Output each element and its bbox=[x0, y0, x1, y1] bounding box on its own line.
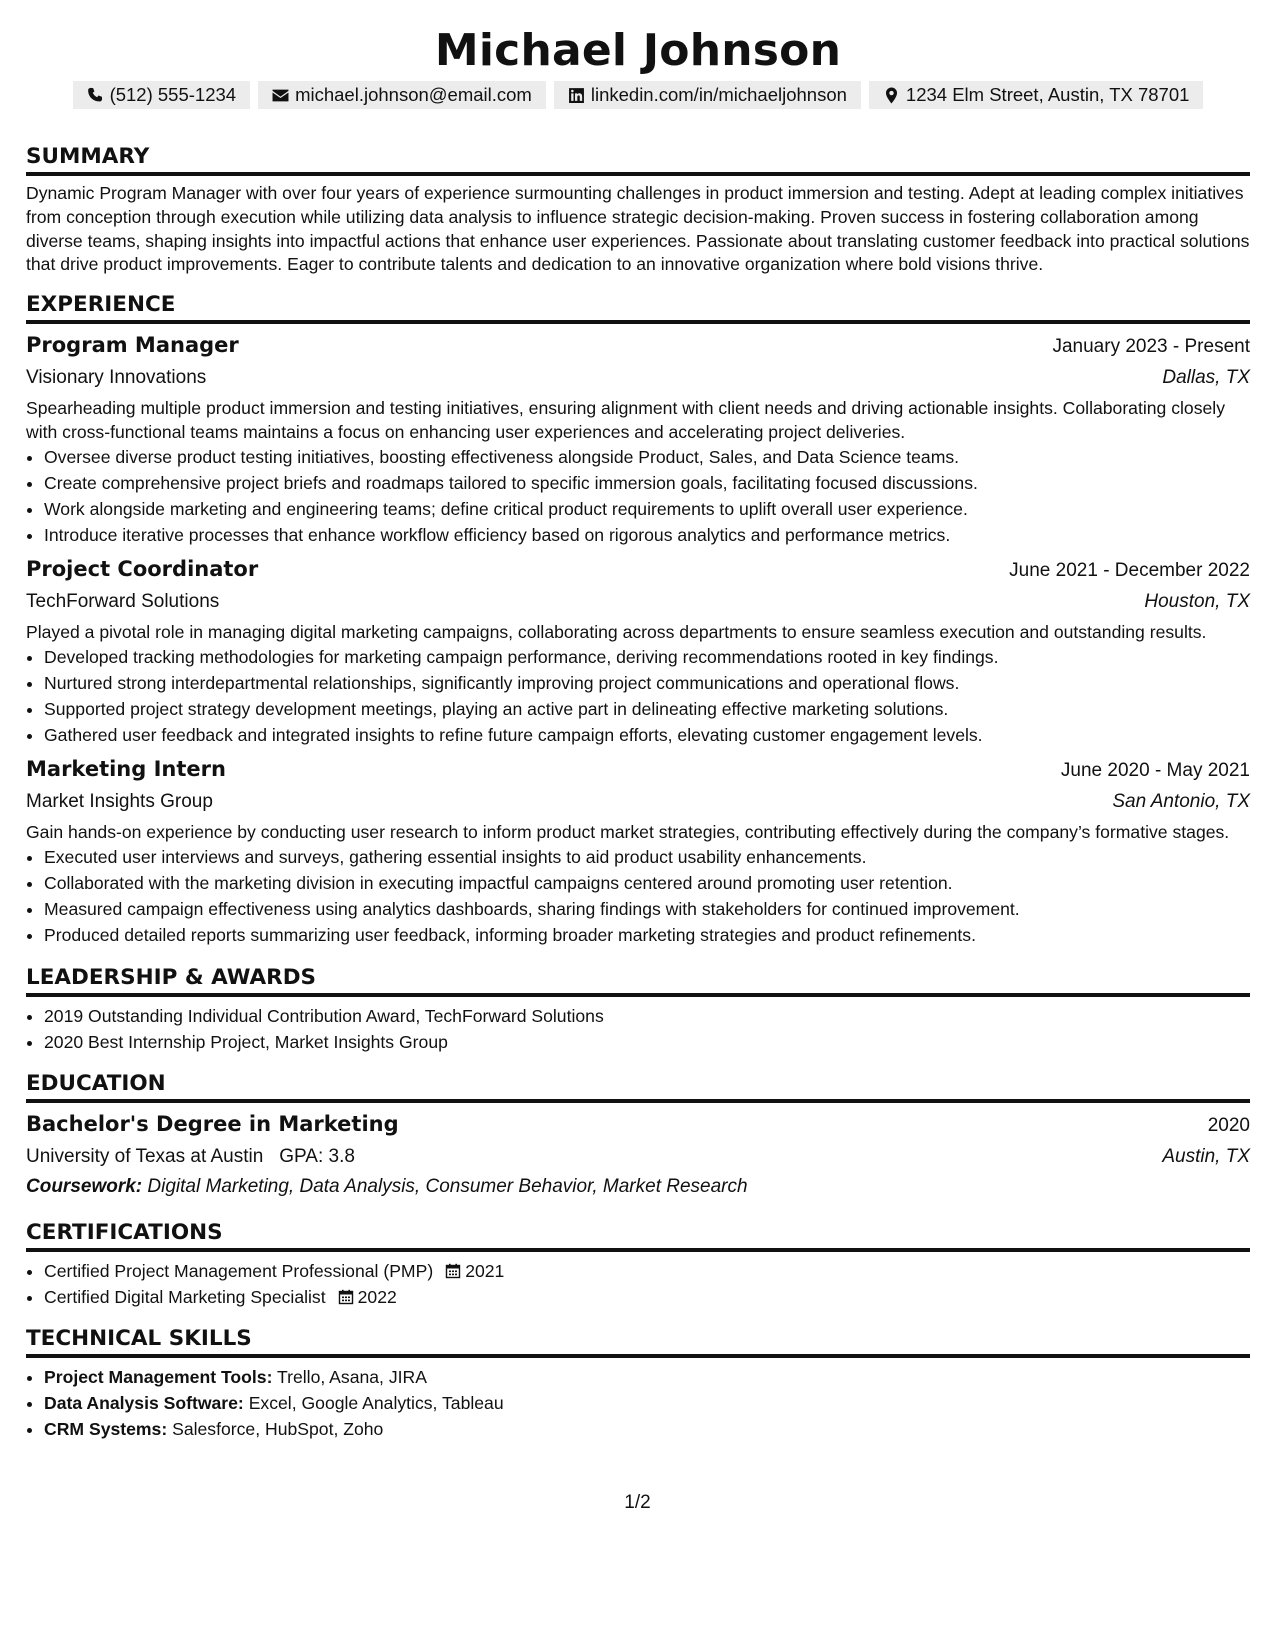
award-item: • 2019 Outstanding Individual Contribution Award, TechForward Solutions bbox=[44, 1003, 1250, 1029]
job-bullets bbox=[26, 644, 1250, 748]
page-indicator: 1/2 bbox=[624, 1492, 651, 1513]
job-bullet: • Oversee diverse product testing initiatives, boosting effectiveness alongside Product, Sales, and Data Science teams. bbox=[44, 444, 1250, 470]
education-entry bbox=[26, 1109, 1250, 1202]
experience-heading: EXPERIENCE bbox=[26, 290, 1250, 324]
job-title: Project Coordinator bbox=[26, 557, 259, 582]
certifications-heading: CERTIFICATIONS bbox=[26, 1218, 1250, 1252]
job-bullet: • Supported project strategy development meetings, playing an active part in delineating effective marketing solutions. bbox=[44, 696, 1250, 722]
skill-item bbox=[44, 1364, 1250, 1390]
contact-email bbox=[258, 81, 546, 109]
skills-heading: TECHNICAL SKILLS bbox=[26, 1324, 1250, 1358]
certification-name: Certified Project Management Professional (PMP) bbox=[44, 1261, 434, 1282]
calendar-icon bbox=[445, 1263, 461, 1279]
certifications-list bbox=[26, 1258, 1250, 1310]
school-location: Austin, TX bbox=[1162, 1146, 1250, 1168]
certification-item bbox=[44, 1284, 1250, 1310]
contact-phone bbox=[73, 81, 251, 109]
skill-value: Excel, Google Analytics, Tableau bbox=[248, 1393, 504, 1414]
coursework-line bbox=[26, 1172, 1250, 1202]
calendar-icon bbox=[338, 1289, 354, 1305]
envelope-icon bbox=[272, 87, 289, 104]
job-entry bbox=[26, 554, 1250, 748]
awards-heading: LEADERSHIP & AWARDS bbox=[26, 963, 1250, 997]
graduation-year: 2020 bbox=[1207, 1115, 1250, 1137]
gpa: GPA: 3.8 bbox=[279, 1146, 355, 1168]
certification-name: Certified Digital Marketing Specialist bbox=[44, 1287, 326, 1308]
skills-section bbox=[26, 1324, 1250, 1442]
job-bullet: • Nurtured strong interdepartmental relationships, significantly improving project communications and operational flows. bbox=[44, 670, 1250, 696]
job-dates: January 2023 - Present bbox=[1052, 336, 1250, 358]
job-bullets bbox=[26, 844, 1250, 948]
job-description: Gain hands-on experience by conducting user research to inform product market strategies, contributing effectively during the company’s formative stages. bbox=[26, 822, 1230, 843]
job-dates: June 2021 - December 2022 bbox=[1009, 560, 1250, 582]
skills-list bbox=[26, 1364, 1250, 1442]
job-bullet: • Developed tracking methodologies for marketing campaign performance, deriving recommendations rooted in key findings. bbox=[44, 644, 1250, 670]
job-bullet: • Executed user interviews and surveys, gathering essential insights to aid product usability enhancements. bbox=[44, 844, 1250, 870]
job-location: San Antonio, TX bbox=[1112, 791, 1250, 813]
job-title: Marketing Intern bbox=[26, 757, 226, 782]
awards-list bbox=[26, 1003, 1250, 1055]
job-title: Program Manager bbox=[26, 333, 239, 358]
coursework-list: Digital Marketing, Data Analysis, Consumer Behavior, Market Research bbox=[147, 1176, 748, 1198]
job-dates: June 2020 - May 2021 bbox=[1060, 760, 1250, 782]
phone-icon bbox=[87, 87, 104, 104]
job-bullet: • Gathered user feedback and integrated insights to refine future campaign efforts, elevating customer engagement levels. bbox=[44, 722, 1250, 748]
skill-label: CRM Systems: bbox=[44, 1419, 168, 1440]
contact-phone-text: (512) 555-1234 bbox=[109, 84, 237, 105]
awards-section bbox=[26, 963, 1250, 1055]
certification-item bbox=[44, 1258, 1250, 1284]
job-bullet: • Collaborated with the marketing division in executing impactful campaigns centered around promoting user retention. bbox=[44, 870, 1250, 896]
coursework-label: Coursework: bbox=[26, 1176, 143, 1198]
map-marker-icon bbox=[883, 87, 900, 104]
job-company: TechForward Solutions bbox=[26, 591, 220, 613]
education-section bbox=[26, 1069, 1250, 1202]
job-entry bbox=[26, 330, 1250, 548]
job-company: Market Insights Group bbox=[26, 791, 213, 813]
skill-value: Salesforce, HubSpot, Zoho bbox=[172, 1419, 384, 1440]
school-name: University of Texas at Austin bbox=[26, 1146, 264, 1168]
candidate-name: Michael Johnson bbox=[434, 25, 842, 76]
job-company: Visionary Innovations bbox=[26, 367, 207, 389]
education-heading: EDUCATION bbox=[26, 1069, 1250, 1103]
job-location: Dallas, TX bbox=[1162, 367, 1250, 389]
school-line bbox=[26, 1141, 355, 1172]
experience-section bbox=[26, 290, 1250, 948]
summary-heading: SUMMARY bbox=[26, 142, 1250, 176]
contact-linkedin bbox=[554, 81, 861, 109]
certification-year: 2022 bbox=[357, 1287, 397, 1308]
job-location: Houston, TX bbox=[1144, 591, 1250, 613]
job-bullet: • Work alongside marketing and engineering teams; define critical product requirements to uplift overall user experience. bbox=[44, 496, 1250, 522]
skill-label: Project Management Tools: bbox=[44, 1367, 273, 1388]
job-bullet: • Introduce iterative processes that enhance workflow efficiency based on rigorous analytics and performance metrics. bbox=[44, 522, 1250, 548]
job-description: Spearheading multiple product immersion and testing initiatives, ensuring alignment with client needs and driving actionable insights. Collaborating closely with cross-functional teams maintains a focus on enhancing user experiences and accelerating project deliveries. bbox=[26, 398, 1226, 443]
contact-address bbox=[869, 81, 1204, 109]
contact-bar bbox=[26, 81, 1250, 109]
summary-section bbox=[26, 142, 1250, 277]
degree-title: Bachelor's Degree in Marketing bbox=[26, 1112, 399, 1137]
skill-value: Trello, Asana, JIRA bbox=[277, 1367, 427, 1388]
resume-page bbox=[26, 0, 1250, 1442]
job-bullets bbox=[26, 444, 1250, 548]
skill-item bbox=[44, 1416, 1250, 1442]
job-bullet: • Create comprehensive project briefs and roadmaps tailored to specific immersion goals, facilitating focused discussions. bbox=[44, 470, 1250, 496]
certifications-section bbox=[26, 1218, 1250, 1310]
job-bullet: • Produced detailed reports summarizing user feedback, informing broader marketing strategies and product refinements. bbox=[44, 922, 1250, 948]
job-bullet: • Measured campaign effectiveness using analytics dashboards, sharing findings with stakeholders for continued improvement. bbox=[44, 896, 1250, 922]
job-entry bbox=[26, 754, 1250, 948]
award-item: • 2020 Best Internship Project, Market Insights Group bbox=[44, 1029, 1250, 1055]
contact-address-text: 1234 Elm Street, Austin, TX 78701 bbox=[905, 84, 1190, 105]
contact-linkedin-text: linkedin.com/in/michaeljohnson bbox=[590, 84, 847, 105]
job-description: Played a pivotal role in managing digital marketing campaigns, collaborating across departments to ensure seamless execution and outstanding results. bbox=[26, 622, 1207, 643]
skill-item bbox=[44, 1390, 1250, 1416]
linkedin-icon bbox=[568, 87, 585, 104]
contact-email-text: michael.johnson@email.com bbox=[295, 84, 532, 105]
certification-year: 2021 bbox=[465, 1261, 505, 1282]
skill-label: Data Analysis Software: bbox=[44, 1393, 244, 1414]
summary-text: Dynamic Program Manager with over four years of experience surmounting challenges in product immersion and testing. Adept at leading complex initiatives from conception through execution while utilizing data analysis to influence strategic decision-making. Proven success in fostering collaboration among diverse teams, shaping insights into impactful actions that enhance user experiences. Passionate about translating customer feedback into practical solutions that drive product improvements. Eager to contribute talents and dedication to an innovative organization where bold visions thrive. bbox=[26, 183, 1250, 275]
